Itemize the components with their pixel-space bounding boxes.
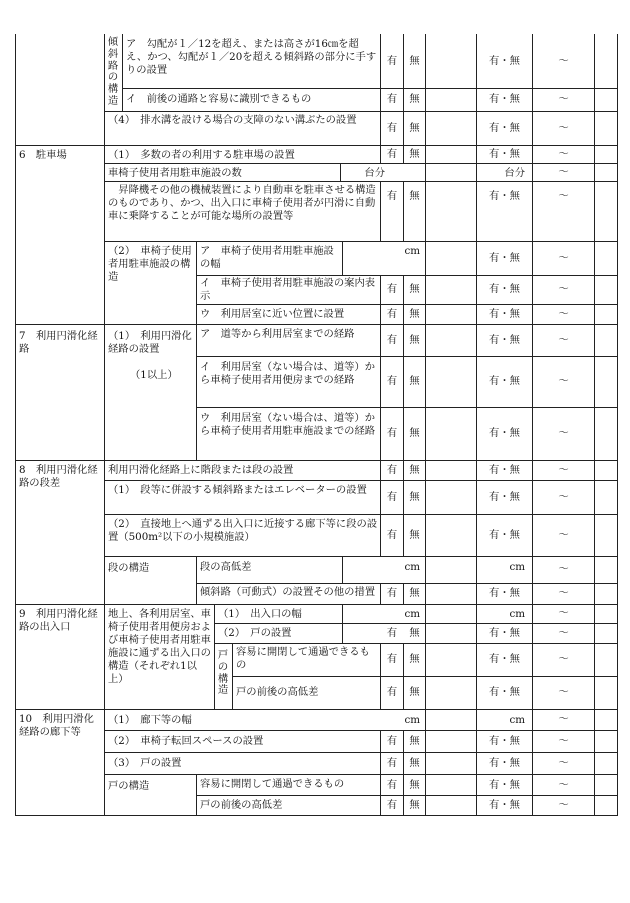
no-mark: 無 [409, 375, 420, 387]
range-mark: ～ [558, 427, 569, 439]
no-mark: 無 [409, 148, 420, 160]
yes-no-mark: 有・無 [489, 93, 520, 105]
s6-wheelchair-count-label: 車椅子使用者用駐車施設の数 [108, 167, 242, 179]
no-mark: 無 [409, 653, 420, 665]
s6-item1-label: （1） 多数の者の利用する駐車場の設置 [108, 149, 295, 161]
yes-no-mark: 有・無 [489, 779, 520, 791]
yes-no-mark: 有・無 [489, 308, 520, 320]
s6-item2-a: ア 車椅子使用者用駐車施設の幅 [200, 245, 334, 270]
s9-width-unit-left: cm [404, 608, 420, 620]
no-mark: 無 [409, 757, 420, 769]
s8-steps-label: 利用円滑化経路上に階段または段の設置 [108, 464, 294, 476]
yes-mark: 有 [386, 55, 398, 67]
s10-door-height-label: 戸の前後の高低差 [200, 799, 283, 811]
yes-no-mark: 有・無 [489, 252, 520, 264]
yes-no-mark: 有・無 [489, 757, 520, 769]
s10-width-label: （1） 廊下等の幅 [108, 714, 192, 726]
ramp-item-i: イ 前後の通路と容易に識別できるもの [126, 93, 312, 105]
s8-height-diff-label: 段の高低差 [200, 561, 252, 573]
range-mark: ～ [558, 166, 569, 178]
yes-mark: 有 [386, 529, 398, 541]
yes-mark: 有 [386, 799, 398, 811]
yes-mark: 有 [386, 464, 398, 476]
yes-no-mark: 有・無 [489, 799, 520, 811]
yes-mark: 有 [386, 779, 398, 791]
s8-item2-label: （2） 直接地上へ通ずる出入口に近接する廊下等に段の設置（500m²以下の小規模施設） [108, 518, 378, 543]
range-mark: ～ [558, 252, 569, 264]
s10-door-structure-label: 戸の構造 [108, 780, 150, 792]
yes-no-mark: 有・無 [489, 735, 520, 747]
s6-mechanical-label: 昇降機その他の機械装置により自動車を駐車させる構造のものであり、かつ、出入口に車椅子使用者が円滑に自動車に乗降することが可能な場所の設置等 [108, 184, 376, 222]
yes-mark: 有 [386, 686, 398, 698]
range-mark: ～ [558, 491, 569, 503]
range-mark: ～ [558, 799, 569, 811]
s10-width-unit-right: cm [509, 714, 525, 726]
range-mark: ～ [558, 122, 569, 134]
range-mark: ～ [558, 93, 569, 105]
range-mark: ～ [558, 735, 569, 747]
no-mark: 無 [409, 587, 420, 599]
s9-easy-open-label: 容易に開閉して通過できるもの [236, 646, 370, 671]
yes-mark: 有 [386, 283, 398, 295]
no-mark: 無 [409, 308, 420, 320]
yes-no-mark: 有・無 [489, 627, 520, 639]
yes-no-mark: 有・無 [489, 587, 520, 599]
ramp-drain-item: （4） 排水溝を設ける場合の支障のない溝ぶたの設置 [108, 114, 357, 126]
s10-door-label: （3） 戸の設置 [108, 757, 182, 769]
s7-item1-label: （1） 利用円滑化経路の設置 [108, 330, 192, 355]
yes-mark: 有 [386, 190, 398, 202]
range-mark: ～ [558, 283, 569, 295]
section-8-title: 8 利用円滑化経路の段差 [19, 464, 98, 489]
s6-item2-u: ウ 利用居室に近い位置に設置 [200, 308, 345, 320]
s6-item2-label: （2） 車椅子使用者用駐車施設の構造 [108, 245, 192, 283]
range-mark: ～ [558, 464, 569, 476]
yes-no-mark: 有・無 [489, 55, 520, 67]
no-mark: 無 [409, 283, 420, 295]
range-mark: ～ [558, 653, 569, 665]
s8-height-unit-left: cm [404, 561, 420, 573]
yes-mark: 有 [386, 735, 398, 747]
yes-no-mark: 有・無 [489, 427, 520, 439]
yes-mark: 有 [386, 334, 398, 346]
yes-mark: 有 [386, 375, 398, 387]
s8-movable-ramp-label: 傾斜路（可動式）の設置その他の措置 [200, 586, 376, 598]
yes-no-mark: 有・無 [489, 334, 520, 346]
s10-width-unit-left: cm [404, 714, 420, 726]
range-mark: ～ [558, 587, 569, 599]
ramp-item-a: ア 勾配が１／12を超え、または高さが16㎝を超え、かつ、勾配が１／20を超える傾斜路の部分に手すりの設置 [126, 38, 377, 76]
s9-width-label: （1） 出入口の幅 [218, 608, 302, 620]
s7-item-a: ア 道等から利用居室までの経路 [200, 328, 355, 340]
s8-structure-label: 段の構造 [108, 562, 150, 574]
yes-no-mark: 有・無 [489, 529, 520, 541]
yes-no-mark: 有・無 [489, 148, 520, 160]
yes-mark: 有 [386, 93, 398, 105]
no-mark: 無 [409, 464, 420, 476]
range-mark: ～ [558, 529, 569, 541]
section-6-title: 6 駐車場 [19, 149, 67, 161]
yes-mark: 有 [386, 308, 398, 320]
yes-no-mark: 有・無 [489, 122, 520, 134]
no-mark: 無 [409, 529, 420, 541]
parking-count-unit-left: 台分 [364, 167, 385, 179]
no-mark: 無 [409, 491, 420, 503]
range-mark: ～ [558, 563, 569, 575]
yes-no-mark: 有・無 [489, 283, 520, 295]
section-10-title: 10 利用円滑化経路の廊下等 [19, 713, 94, 738]
s6-item2-i: イ 車椅子使用者用駐車施設の案内表示 [200, 277, 376, 302]
s7-item-u: ウ 利用居室（ない場合は、道等）から車椅子使用者用駐車施設までの経路 [200, 412, 376, 437]
s7-item1-note: （1以上） [130, 369, 178, 381]
s8-item1-label: （1） 段等に併設する傾斜路またはエレベーターの設置 [108, 484, 367, 496]
yes-mark: 有 [386, 627, 398, 639]
yes-mark: 有 [386, 122, 398, 134]
no-mark: 無 [409, 799, 420, 811]
yes-mark: 有 [386, 491, 398, 503]
range-mark: ～ [558, 627, 569, 639]
range-mark: ～ [558, 190, 569, 202]
yes-no-mark: 有・無 [489, 491, 520, 503]
yes-no-mark: 有・無 [489, 686, 520, 698]
no-mark: 無 [409, 122, 420, 134]
range-mark: ～ [558, 308, 569, 320]
s10-easy-open-label: 容易に開閉して通過できるもの [200, 778, 345, 790]
range-mark: ～ [558, 757, 569, 769]
checklist-table [15, 34, 618, 816]
yes-no-mark: 有・無 [489, 653, 520, 665]
yes-mark: 有 [386, 148, 398, 160]
no-mark: 無 [409, 627, 420, 639]
yes-no-mark: 有・無 [489, 464, 520, 476]
no-mark: 無 [409, 93, 420, 105]
no-mark: 無 [409, 427, 420, 439]
s6-width-unit: cm [404, 245, 420, 257]
yes-no-mark: 有・無 [489, 190, 520, 202]
no-mark: 無 [409, 334, 420, 346]
s9-door-structure-label: 戸の構造 [217, 649, 229, 697]
no-mark: 無 [409, 55, 420, 67]
parking-count-unit-right: 台分 [504, 167, 525, 179]
yes-mark: 有 [386, 587, 398, 599]
s7-item-i: イ 利用居室（ない場合は、道等）から車椅子使用者用便房までの経路 [200, 361, 376, 386]
range-mark: ～ [558, 607, 569, 619]
s9-door-height-label: 戸の前後の高低差 [236, 686, 319, 698]
yes-mark: 有 [386, 757, 398, 769]
s8-height-unit-right: cm [509, 561, 525, 573]
range-mark: ～ [558, 686, 569, 698]
s9-scope-label: 地上、各利用居室、車椅子使用者用便房および車椅子使用者用駐車施設に通ずる出入口の構造（それぞれ1以上） [108, 608, 211, 685]
s10-turning-label: （2） 車椅子転回スペースの設置 [108, 735, 264, 747]
s9-door-label: （2） 戸の設置 [218, 627, 292, 639]
range-mark: ～ [558, 779, 569, 791]
range-mark: ～ [558, 334, 569, 346]
section-9-title: 9 利用円滑化経路の出入口 [19, 608, 98, 633]
range-mark: ～ [558, 375, 569, 387]
no-mark: 無 [409, 686, 420, 698]
s9-width-unit-right: cm [509, 608, 525, 620]
yes-mark: 有 [386, 653, 398, 665]
range-mark: ～ [558, 55, 569, 67]
range-mark: ～ [558, 148, 569, 160]
no-mark: 無 [409, 779, 420, 791]
no-mark: 無 [409, 735, 420, 747]
yes-no-mark: 有・無 [489, 375, 520, 387]
ramp-structure-heading: 傾斜路の構造 [107, 36, 119, 107]
section-7-title: 7 利用円滑化経路 [19, 330, 98, 355]
no-mark: 無 [409, 190, 420, 202]
yes-mark: 有 [386, 427, 398, 439]
range-mark: ～ [558, 713, 569, 725]
